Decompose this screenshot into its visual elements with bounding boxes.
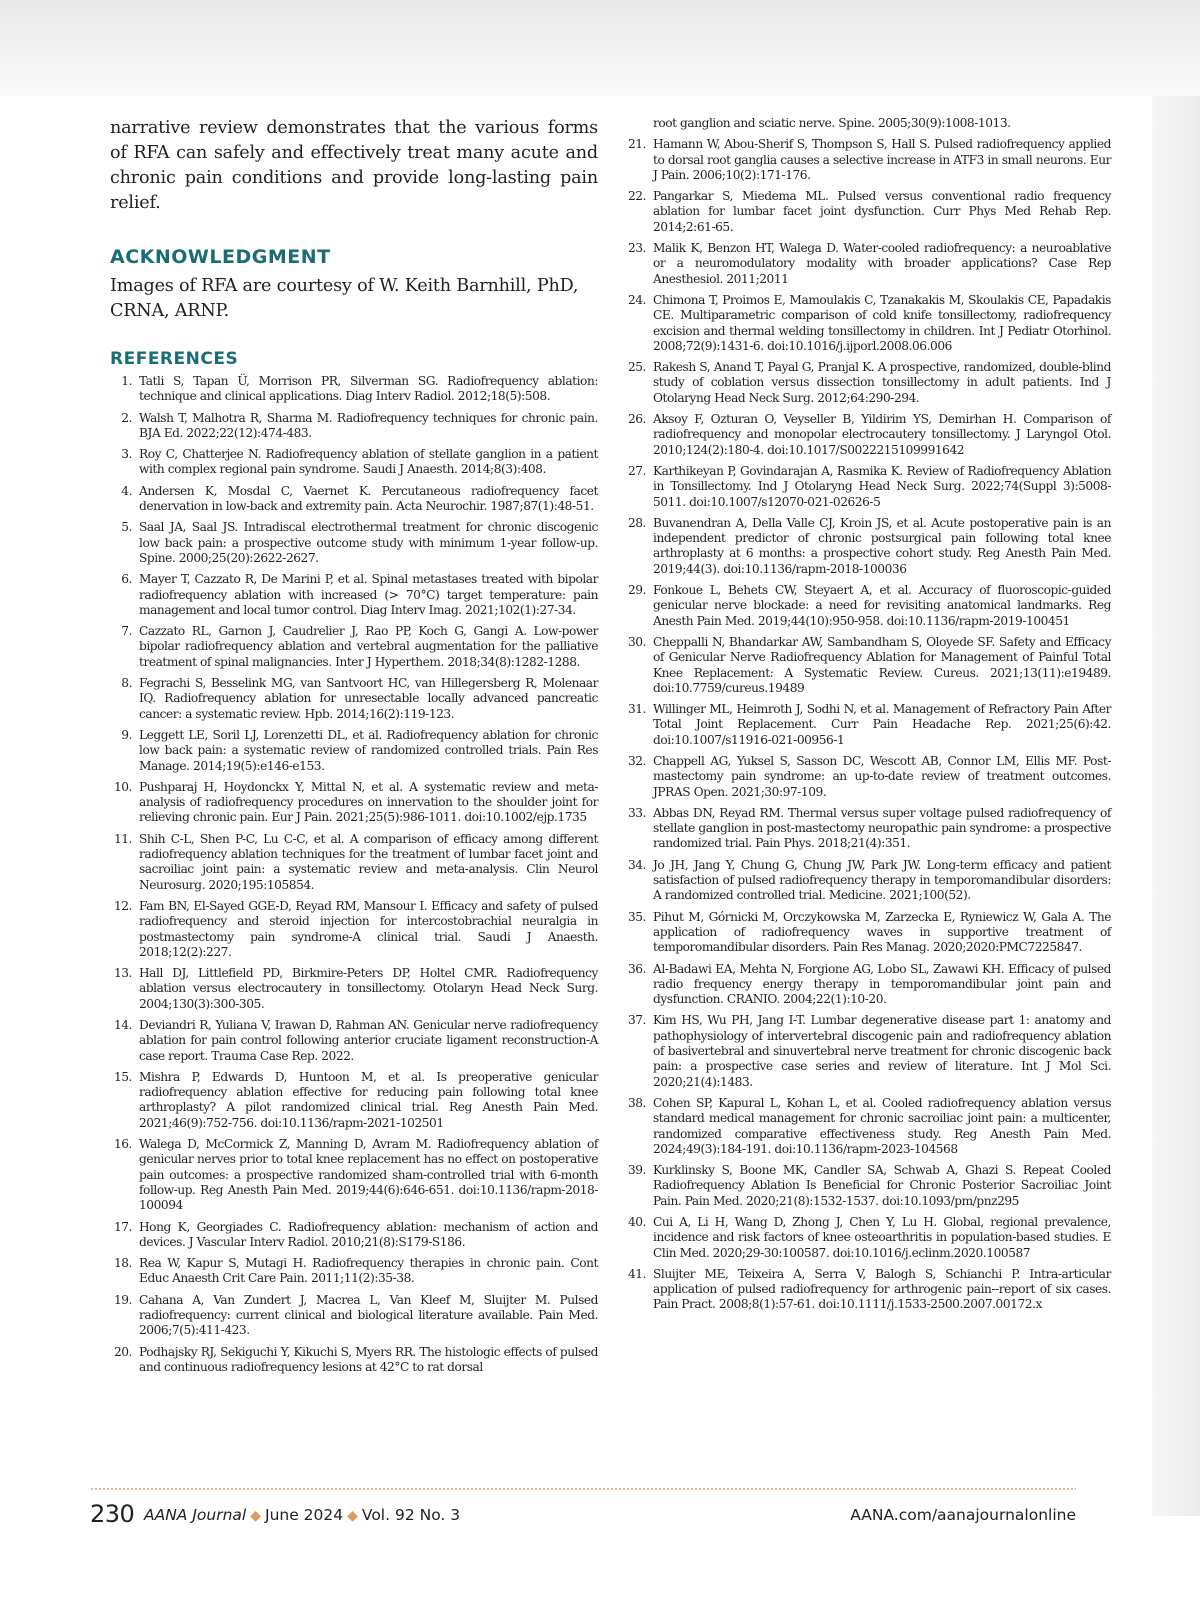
reference-text: Cui A, Li H, Wang D, Zhong J, Chen Y, Lu H. Global, regional prevalence, incidence and risk factors of knee osteoarthritis in population-based studies. E Clin Med. 2020;29-30:100587. doi:10.1016/j.eclinm.2020.100587 xyxy=(653,1215,1111,1260)
reference-item xyxy=(624,754,1111,800)
reference-text: Deviandri R, Yuliana V, Irawan D, Rahman AN. Genicular nerve radiofrequency ablation for pain control following anterior cruciate ligament reconstruction-A case report. Trauma Case Rep. 2022. xyxy=(139,1017,598,1063)
reference-item xyxy=(110,520,598,566)
reference-number: 40. xyxy=(627,1215,646,1229)
acknowledgment-text: Images of RFA are courtesy of W. Keith Barnhill, PhD, CRNA, ARNP. xyxy=(110,276,579,321)
reference-number: 16. xyxy=(113,1137,132,1152)
reference-text: Aksoy F, Ozturan O, Veyseller B, Yildirim YS, Demirhan H. Comparison of radiofrequency and monopolar electrocautery tonsillectomy. J Laryngol Otol. 2010;124(2):180-4. doi:10.1017/S0022215109991642 xyxy=(653,412,1111,457)
journal-website-link[interactable]: AANA.com/aanajournalonline xyxy=(850,1506,1076,1524)
reference-item xyxy=(624,412,1111,458)
reference-number: 19. xyxy=(113,1292,132,1307)
reference-item xyxy=(624,1215,1111,1261)
reference-item xyxy=(624,1267,1111,1313)
reference-item xyxy=(624,858,1111,904)
reference-number: 39. xyxy=(627,1163,646,1178)
reference-text: Buvanendran A, Della Valle CJ, Kroin JS, et al. Acute postoperative pain is an independent predictor of chronic postsurgical pain following total knee arthroplasty at 6 months: a prospective cohort study. Reg Anesth Pain Med. 2019;44(3). doi:10.1136/rapm-2018-100036 xyxy=(653,515,1111,576)
reference-item xyxy=(110,832,598,893)
reference-item xyxy=(110,1137,598,1213)
reference-item xyxy=(624,1163,1111,1209)
reference-number: 41. xyxy=(627,1266,646,1281)
reference-number: 22. xyxy=(627,189,646,204)
reference-number: 21. xyxy=(627,137,646,152)
reference-item xyxy=(624,464,1111,510)
reference-text: Shih C-L, Shen P-C, Lu C-C, et al. A comparison of efficacy among different radiofrequency ablation techniques for the treatment of lumbar facet joint and sacroiliac joint pain: a systematic review and meta-analysis. Clin Neurol Neurosurg. 2020;195:105854. xyxy=(139,831,598,892)
reference-number: 27. xyxy=(627,463,646,478)
reference-text: Hong K, Georgiades C. Radiofrequency ablation: mechanism of action and devices. J Vascular Interv Radiol. 2010;21(8):S179-S186. xyxy=(139,1219,598,1249)
reference-item xyxy=(624,1013,1111,1089)
reference-text: Walsh T, Malhotra R, Sharma M. Radiofrequency techniques for chronic pain. BJA Ed. 2022;22(12):474-483. xyxy=(139,410,598,440)
reference-20-continuation: root ganglion and sciatic nerve. Spine. 2005;30(9):1008-1013. xyxy=(653,116,1011,130)
reference-number: 20. xyxy=(113,1344,132,1359)
reference-text: Sluijter ME, Teixeira A, Serra V, Balogh S, Schianchi P. Intra-articular application of pulsed radiofrequency for arthrogenic pain--report of six cases. Pain Pract. 2008;8(1):57-61. doi:10.1111/j.1533-2500.2007.00172.x xyxy=(653,1266,1111,1312)
reference-number: 31. xyxy=(627,702,646,717)
reference-item xyxy=(624,806,1111,852)
reference-number: 8. xyxy=(121,676,132,691)
references-list-left xyxy=(110,374,598,1375)
reference-text: Pushparaj H, Hoydonckx Y, Mittal N, et al. A systematic review and meta-analysis of radiofrequency procedures on innervation to the shoulder joint for relieving chronic pain. Eur J Pain. 2021;25(5):986-1011. doi:10.1002/ejp.1735 xyxy=(139,779,598,825)
reference-text: Al-Badawi EA, Mehta N, Forgione AG, Lobo SL, Zawawi KH. Efficacy of pulsed radio frequency energy therapy in temporomandibular joint pain and dysfunction. CRANIO. 2004;22(1):10-20. xyxy=(653,961,1111,1007)
reference-text: Pihut M, Górnicki M, Orczykowska M, Zarzecka E, Ryniewicz W, Gala A. The application of radiofrequency waves in supportive treatment of temporomandibular disorders. Pain Res Manag. 2020;2020:PMC7225847. xyxy=(653,909,1111,955)
reference-item xyxy=(624,137,1111,183)
reference-number: 29. xyxy=(627,583,646,598)
reference-item xyxy=(110,1345,598,1376)
reference-text: Abbas DN, Reyad RM. Thermal versus super voltage pulsed radiofrequency of stellate ganglion in post-mastectomy neuropathic pain syndrome: a prospective randomized trial. Pain Phys. 2018;21(4):351. xyxy=(653,805,1111,851)
reference-item xyxy=(624,962,1111,1008)
reference-item xyxy=(624,583,1111,629)
reference-text: Cahana A, Van Zundert J, Macrea L, Van Kleef M, Sluijter M. Pulsed radiofrequency: current clinical and biological literature available. Pain Med. 2006;7(5):411-423. xyxy=(139,1292,598,1338)
diamond-separator-icon: ◆ xyxy=(347,1508,358,1524)
reference-text: Kim HS, Wu PH, Jang I-T. Lumbar degenerative disease part 1: anatomy and pathophysiology of intervertebral discogenic pain and radiofrequency ablation of basivertebral and sinuvertebral nerve treatment for chronic discogenic back pain: a prospective case series and review of literature. Int J Mol Sci. 2020;21(4):1483. xyxy=(653,1013,1111,1089)
top-margin-band xyxy=(0,0,1200,96)
reference-item xyxy=(110,1070,598,1131)
reference-text: Podhajsky RJ, Sekiguchi Y, Kikuchi S, Myers RR. The histologic effects of pulsed and continuous radiofrequency lesions at 42°C to rat dorsal xyxy=(139,1344,598,1374)
reference-number: 15. xyxy=(113,1069,132,1084)
footer-dotted-rule xyxy=(90,1488,1076,1490)
reference-number: 13. xyxy=(113,966,132,981)
reference-number: 17. xyxy=(113,1219,132,1234)
reference-text: Malik K, Benzon HT, Walega D. Water-cooled radiofrequency: a neuroablative or a neuromodulatory modality with broader applications? Case Rep Anesthesiol. 2011;2011 xyxy=(653,241,1111,286)
reference-number: 36. xyxy=(627,961,646,976)
reference-text: Willinger ML, Heimroth J, Sodhi N, et al. Management of Refractory Pain After Total Joint Replacement. Curr Pain Headache Rep. 2021;25(6):42. doi:10.1007/s11916-021-00956-1 xyxy=(653,702,1111,747)
reference-text: Hamann W, Abou-Sherif S, Thompson S, Hall S. Pulsed radiofrequency applied to dorsal root ganglia causes a selective increase in ATF3 in small neurons. Eur J Pain. 2006;10(2):171-176. xyxy=(653,137,1111,182)
reference-text: Mayer T, Cazzato R, De Marini P, et al. Spinal metastases treated with bipolar radiofrequency ablation with increased (> 70°C) target temperature: pain management and local tumor control. Diag Interv Imag. 2021;102(1):27-34. xyxy=(139,572,598,617)
reference-item xyxy=(110,374,598,405)
reference-text: Cheppalli N, Bhandarkar AW, Sambandham S, Oloyede SF. Safety and Efficacy of Genicular Nerve Radiofrequency Ablation for Management of Painful Total Knee Replacement: A Systematic Review. Cureus. 2021;13(11):e19489. doi:10.7759/cureus.19489 xyxy=(653,634,1111,695)
reference-number: 25. xyxy=(627,360,646,375)
reference-item xyxy=(110,966,598,1012)
reference-item xyxy=(110,1018,598,1064)
reference-number: 6. xyxy=(121,572,132,587)
references-heading: REFERENCES xyxy=(110,349,239,369)
reference-item xyxy=(624,635,1111,696)
reference-number: 12. xyxy=(113,898,132,913)
reference-item xyxy=(624,189,1111,235)
issue-date: June 2024 xyxy=(265,1506,344,1524)
reference-text: Mishra P, Edwards D, Huntoon M, et al. Is preoperative genicular radiofrequency ablation effective for reducing pain following total knee arthroplasty? A pilot randomized clinical trial. Reg Anesth Pain Med. 2021;46(9):752-756. doi:10.1136/rapm-2021-102501 xyxy=(139,1069,598,1130)
left-column xyxy=(110,116,598,1381)
reference-text: Fegrachi S, Besselink MG, van Santvoort HC, van Hillegersberg R, Molenaar IQ. Radiofrequency ablation for unresectable locally advanced pancreatic cancer: a systematic review. Hpb. 2014;16(2):119-123. xyxy=(139,676,598,721)
reference-item xyxy=(110,484,598,515)
reference-number: 26. xyxy=(627,412,646,427)
reference-number: 2. xyxy=(121,410,132,425)
page-footer xyxy=(90,1500,1076,1530)
acknowledgment-heading: ACKNOWLEDGMENT xyxy=(110,246,331,268)
reference-text: Hall DJ, Littlefield PD, Birkmire-Peters DP, Holtel CMR. Radiofrequency ablation versus electrocautery in tonsillectomy. Otolaryn Head Neck Surg. 2004;130(3):300-305. xyxy=(139,966,598,1011)
reference-text: Karthikeyan P, Govindarajan A, Rasmika K. Review of Radiofrequency Ablation in Tonsillectomy. Ind J Otolaryng Head Neck Surg. 2022;74(Suppl 3):5008-5011. doi:10.1007/s12070-021-02626-5 xyxy=(653,463,1111,509)
reference-item xyxy=(110,1293,598,1339)
reference-number: 30. xyxy=(627,634,646,649)
reference-text: Cohen SP, Kapural L, Kohan L, et al. Cooled radiofrequency ablation versus standard medical management for chronic sacroiliac joint pain: a multicenter, randomized comparative effectiveness study. Reg Anesth Pain Med. 2024;49(3):184-191. doi:10.1136/rapm-2023-104568 xyxy=(653,1095,1111,1156)
reference-number: 10. xyxy=(113,779,132,794)
right-margin-band xyxy=(1152,96,1200,1516)
reference-number: 4. xyxy=(121,483,132,498)
reference-number: 5. xyxy=(121,520,132,535)
journal-name: AANA Journal xyxy=(144,1506,247,1524)
reference-item xyxy=(110,780,598,826)
reference-text: Fonkoue L, Behets CW, Steyaert A, et al. Accuracy of fluoroscopic-guided genicular nerve blockade: a need for revisiting anatomical landmarks. Reg Anesth Pain Med. 2019;44(10):950-958. doi:10.1136/rapm-2019-100451 xyxy=(653,583,1111,628)
reference-text: Pangarkar S, Miedema ML. Pulsed versus conventional radio frequency ablation for lumbar facet joint dysfunction. Curr Phys Med Rehab Rep. 2014;2:61-65. xyxy=(653,189,1111,234)
reference-item xyxy=(110,411,598,442)
reference-text: Chimona T, Proimos E, Mamoulakis C, Tzanakakis M, Skoulakis CE, Papadakis CE. Multiparametric comparison of cold knife tonsillectomy, radiofrequency excision and thermal welding tonsillectomy in children. Int J Pediatr Otorhinol. 2008;72(9):1431-6. doi:10.1016/j.ijporl.2008.06.006 xyxy=(653,292,1111,353)
reference-number: 35. xyxy=(627,909,646,924)
reference-number: 28. xyxy=(627,515,646,530)
reference-number: 38. xyxy=(627,1095,646,1110)
reference-number: 9. xyxy=(121,727,132,742)
reference-item xyxy=(110,728,598,774)
reference-text: Kurklinsky S, Boone MK, Candler SA, Schwab A, Ghazi S. Repeat Cooled Radiofrequency Ablation Is Beneficial for Chronic Posterior Sacroiliac Joint Pain. Pain Med. 2020;21(8):1532-1537. doi:10.1093/pm/pnz295 xyxy=(653,1163,1111,1208)
reference-number: 33. xyxy=(627,805,646,820)
reference-item xyxy=(624,293,1111,354)
reference-text: Leggett LE, Soril LJ, Lorenzetti DL, et al. Radiofrequency ablation for chronic low back pain: a systematic review of randomized controlled trials. Pain Res Manage. 2014;19(5):e146-e153. xyxy=(139,727,598,773)
reference-text: Jo JH, Jang Y, Chung G, Chung JW, Park JW. Long-term efficacy and patient satisfaction of pulsed radiofrequency therapy in temporomandibular disorders: A randomized controlled trial. Medicine. 2021;100(52). xyxy=(653,857,1111,903)
reference-item xyxy=(624,702,1111,748)
page-number: 230 xyxy=(90,1500,135,1528)
reference-text: Rea W, Kapur S, Mutagi H. Radiofrequency therapies in chronic pain. Cont Educ Anaesth Crit Care Pain. 2011;11(2):35-38. xyxy=(139,1256,598,1286)
reference-item xyxy=(624,360,1111,406)
reference-number: 7. xyxy=(121,624,132,639)
reference-text: Rakesh S, Anand T, Payal G, Pranjal K. A prospective, randomized, double-blind study of coblation versus dissection tonsillectomy in adult patients. Ind J Otolaryng Head Neck Surg. 2012;64:290-294. xyxy=(653,360,1111,405)
reference-text: Fam BN, El-Sayed GGE-D, Reyad RM, Mansour I. Efficacy and safety of pulsed radiofrequency and steroid injection for intercostobrachial neuralgia in postmastectomy pain syndrome-A clinical trial. Saudi J Anaesth. 2018;12(2):227. xyxy=(139,898,598,959)
reference-text: Saal JA, Saal JS. Intradiscal electrothermal treatment for chronic discogenic low back pain: a prospective outcome study with minimum 1-year follow-up. Spine. 2000;25(20):2622-2627. xyxy=(139,520,598,565)
reference-item xyxy=(110,624,598,670)
reference-item xyxy=(624,1096,1111,1157)
reference-text: Walega D, McCormick Z, Manning D, Avram M. Radiofrequency ablation of genicular nerves prior to total knee replacement has no effect on postoperative pain outcomes: a prospective randomized sham-controlled trial with 6-month follow-up. Reg Anesth Pain Med. 2019;44(6):646-651. doi:10.1136/rapm-2018-100094 xyxy=(139,1137,598,1213)
reference-item xyxy=(110,572,598,618)
diamond-separator-icon: ◆ xyxy=(250,1508,261,1524)
reference-item xyxy=(624,241,1111,287)
reference-item xyxy=(624,516,1111,577)
reference-number: 23. xyxy=(627,241,646,256)
reference-text: Roy C, Chatterjee N. Radiofrequency ablation of stellate ganglion in a patient with complex regional pain syndrome. Saudi J Anaesth. 2014;8(3):408. xyxy=(139,447,598,477)
volume-issue: Vol. 92 No. 3 xyxy=(361,1506,461,1524)
reference-text: Tatli S, Tapan Ü, Morrison PR, Silverman SG. Radiofrequency ablation: technique and clinical applications. Diag Interv Radiol. 2012;18(5):508. xyxy=(139,374,598,404)
reference-item xyxy=(110,1256,598,1287)
reference-number: 14. xyxy=(113,1017,132,1032)
reference-item xyxy=(110,899,598,960)
right-column xyxy=(624,116,1111,1319)
reference-number: 18. xyxy=(113,1256,132,1271)
reference-text: Cazzato RL, Garnon J, Caudrelier J, Rao PP, Koch G, Gangi A. Low-power bipolar radiofrequency ablation and vertebral augmentation for the palliative treatment of spinal malignancies. Inter J Hyperthem. 2018;34(8):1282-1288. xyxy=(139,624,598,669)
reference-item xyxy=(110,447,598,478)
reference-number: 11. xyxy=(113,831,132,846)
journal-citation xyxy=(144,1506,460,1524)
reference-text: Andersen K, Mosdal C, Vaernet K. Percutaneous radiofrequency facet denervation in low-back and extremity pain. Acta Neurochir. 1987;87(1):48-51. xyxy=(139,483,598,514)
reference-number: 3. xyxy=(121,447,132,462)
reference-number: 34. xyxy=(627,857,646,872)
reference-item xyxy=(110,676,598,722)
reference-item xyxy=(110,1220,598,1251)
reference-number: 37. xyxy=(627,1013,646,1028)
reference-number: 24. xyxy=(627,292,646,307)
lead-paragraph: narrative review demonstrates that the various forms of RFA can safely and effectively treat many acute and chronic pain conditions and provide long-lasting pain relief. xyxy=(110,118,598,213)
references-list-right xyxy=(624,137,1111,1312)
reference-text: Chappell AG, Yuksel S, Sasson DC, Wescott AB, Connor LM, Ellis MF. Post-mastectomy pain syndrome: an up-to-date review of treatment outcomes. JPRAS Open. 2021;30:97-109. xyxy=(653,753,1111,799)
reference-number: 32. xyxy=(627,753,646,768)
reference-number: 1. xyxy=(121,374,132,388)
reference-item xyxy=(624,910,1111,956)
